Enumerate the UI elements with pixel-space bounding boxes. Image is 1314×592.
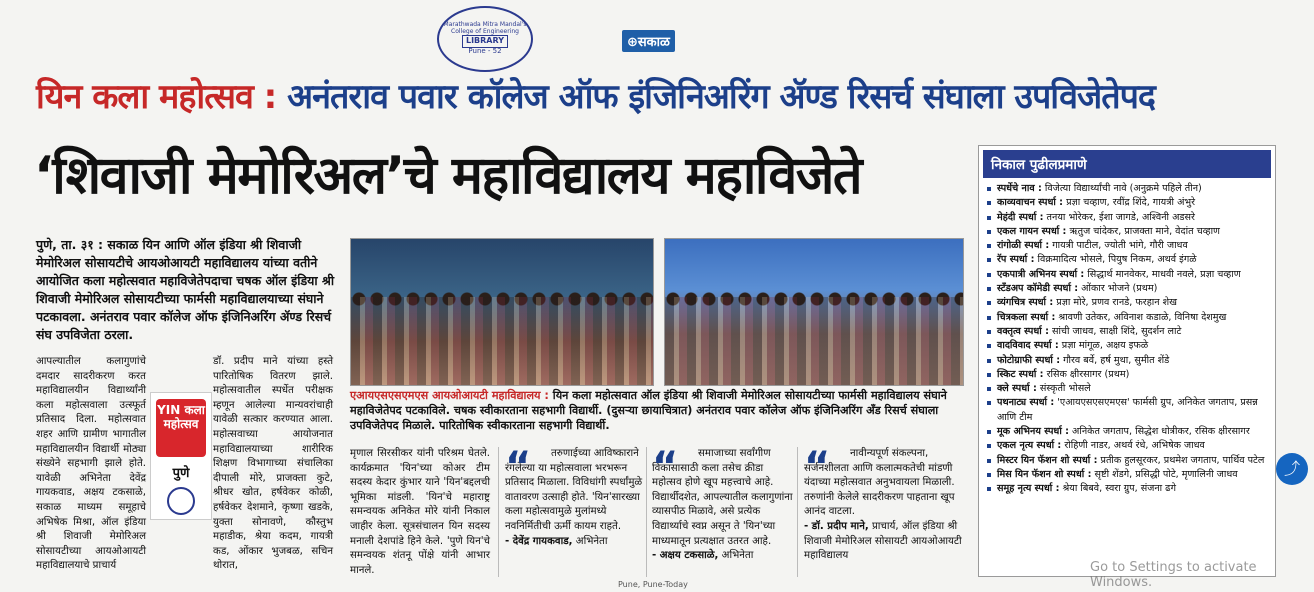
result-item (987, 368, 1269, 382)
result-winners: विक्रमादित्य भोसले, पियुष निकम, अथर्व इंगळे (1034, 254, 1197, 266)
result-item (987, 268, 1269, 282)
quote-3 (804, 444, 964, 564)
results-box (978, 145, 1276, 577)
result-item (987, 339, 1269, 353)
result-winners: संस्कृती भोसले (1036, 383, 1091, 395)
quote-2-sign: - अक्षय टकसाळे, (652, 550, 719, 562)
quote-2-role: अभिनेता (721, 550, 754, 562)
result-winners: गौरव बर्वे, हर्ष मुथा, सुमीत शेंडे (1060, 354, 1170, 366)
result-category: फोटोग्राफी स्पर्धा : (997, 354, 1061, 366)
caption-text: यिन कला महोत्सवात ऑल इंडिया श्री शिवाजी मेमोरिअल सोसायटीच्या फार्मसी महाविद्यालय संघाने महाविजेतेपद पटकाविले. चषक स्वीकारताना सहभागी विद्यार्थी. (दुसऱ्या छायाचित्रात) अनंतराव पवार कॉलेज ऑफ इंजिनिअरिंग ॲंड रिसर्च संघाला उपविजेतेपद मिळाले. पारितोषिक स्वीकारताना सहभागी विद्यार्थी. (350, 389, 947, 432)
quote-3-text: नावीन्यपूर्ण संकल्पना, सर्जनशीलता आणि कलात्मकतेची मांडणी यंदाच्या महोत्सवात अनुभवायला मिळाली. तरुणांनी केलेले सादरीकरण पाहताना खूप आनंद वाटला. (804, 448, 955, 518)
result-winners: सिद्धार्थ मानवेकर, माधवी नवले, प्रज्ञा चव्हाण (1084, 268, 1241, 280)
quote-1-text: तरुणाईच्या आविष्काराने रंगलेल्या या महोत्सवाला भरभरून प्रतिसाद मिळाला. विविधांगी स्पर्धांमुळे वातावरण उत्साही होते. 'यिन'सारख्या कला महोत्सवामुळे मुलांमध्ये नवनिर्मितीची ऊर्मी कायम राहते. (505, 448, 643, 532)
article-column-3: मृणाल सिरसीकर यांनी परिश्रम घेतले. कार्यक्रमात 'यिन'च्या कोअर टीम सदस्य केदार कुंभार याने 'यिन'बद्दलची भूमिका मांडली. 'यिन'चे महाराष्ट्र समन्वयक अनिकेत मोरे यांनी निकाल जाहीर केला. सूत्रसंचालन यिन सदस्य मनाली देशपांडे हिने केले. 'पुणे यिन'चे समन्वयक शंतनू पोंक्षे यांनी आभार मानले. (350, 448, 490, 576)
result-item (987, 354, 1269, 368)
result-category: रांगोळी स्पर्धा : (997, 240, 1050, 252)
stamp-mid: LIBRARY (462, 35, 508, 48)
result-item (987, 396, 1269, 425)
quote-mark-icon: “ (505, 444, 532, 490)
result-winners: सांची जाधव, साक्षी शिंदे, सुदर्शन लाटे (1048, 325, 1182, 337)
results-list (979, 182, 1275, 497)
article-column-2: डॉ. प्रदीप माने यांच्या हस्ते पारितोषिक वितरण झाले. महोत्सवातील स्पर्धेत परीक्षक म्हणून आलेल्या मान्यवरांचाही यावेळी सत्कार करण्यात आला. महोत्सवाच्या आयोजनात महाविद्यालयाच्या शारीरिक शिक्षण विभागाच्या संचालिका दीपाली मोरे, प्राजक्ता कुटे, श्रीधर खोत, हर्षवेकर कोळी, हर्षवेकर देशमाने, कृष्णा खडके, युक्ता सोनावणे, कौस्तुभ महाडीक, श्रेया कदम, गायत्री कड, ओंकार भुजबळ, सचिन थोरात, (213, 356, 333, 572)
quote-1 (505, 444, 643, 549)
newspaper-logo: ⊕सकाळ (622, 30, 675, 52)
quote-3-sign: - डॉ. प्रदीप माने, (804, 520, 869, 532)
result-category: स्पर्धेचे नाव : (997, 183, 1042, 194)
result-winners: रसिक क्षीरसागर (प्रथम) (1043, 368, 1130, 380)
result-winners: प्रज्ञा मोरे, प्रणव रानडे, फरहान शेख (1053, 297, 1178, 309)
caption-label: एआयएसएसएमएस आयओआयटी महाविद्यालय : (350, 389, 549, 402)
result-category: मेहंदी स्पर्धा : (997, 211, 1044, 223)
kicker-text: अनंतराव पवार कॉलेज ऑफ इंजिनिअरिंग ॲण्ड रिसर्च संघाला उपविजेतेपद (287, 77, 1155, 117)
kicker (36, 72, 1276, 118)
result-winners: प्रज्ञा चव्हाण, रवींद्र शिंदे, गायत्री अंभुरे (1063, 197, 1196, 209)
photo-credit: Pune, Pune-Today (618, 580, 688, 589)
result-category: मिस्टर यिन फॅशन शो स्पर्धा : (997, 454, 1098, 466)
result-winners: तनया भोरेकर, ईशा जागडे, अश्विनी अडसरे (1043, 211, 1195, 223)
result-item (987, 182, 1269, 196)
result-item (987, 225, 1269, 239)
result-winners: प्रतीक हुलसूरकर, प्रथमेश जगताप, पार्थिव पटेल (1097, 454, 1265, 466)
result-category: चित्रकला स्पर्धा : (997, 311, 1056, 323)
result-winners: सृष्टी शेंडगे, प्रसिद्धी पोटे, मृणालिनी जाधव (1091, 468, 1238, 480)
stamp-top: Marathwada Mitra Mandal's College of Engineering (443, 21, 527, 35)
article-column-1: आपल्यातील कलागुणांचे दमदार सादरीकरण करत महाविद्यालयीन विद्यार्थ्यांनी कला महोत्सवाला उत्स्फूर्त प्रतिसाद दिला. महोत्सवात शहर आणि ग्रामीण भागातील महाविद्यालयीन विद्यार्थी मोठ्या संख्येने सहभागी झाले होते. यावेळी अभिनेता देवेंद्र गायकवाड, अक्षय टकसाळे, सकाळ माध्यम समूहाचे अभिषेक मिश्रा, ऑल इंडिया श्री शिवाजी मेमोरिअल सोसायटीच्या आयओआयटी महाविद्यालयाचे प्राचार्य (36, 356, 146, 572)
stamp-bottom: Pune - 52 (468, 47, 502, 56)
result-category: क्ले स्पर्धा : (997, 383, 1037, 395)
result-winners: ऋतुज चांदेकर, प्राजक्ता माने, वेदांत चव्हाण (1066, 225, 1220, 237)
result-item (987, 382, 1269, 396)
yin-logo-badge: YIN कला महोत्सव (156, 399, 206, 457)
result-item (987, 282, 1269, 296)
result-item (987, 239, 1269, 253)
result-category: एकल गायन स्पर्धा : (997, 225, 1067, 237)
result-winners: श्रेया बिबवे, स्वरा ग्रुप, संजना ढगे (1059, 483, 1176, 495)
result-category: मिस यिन फॅशन शो स्पर्धा : (997, 468, 1092, 480)
result-winners: ओंकार भोजने (प्रथम) (1078, 283, 1158, 295)
result-winners: गायत्री पाटील, ज्योती भांगे, गौरी जाधव (1049, 240, 1188, 252)
result-item (987, 196, 1269, 210)
library-stamp (437, 6, 533, 72)
result-item (987, 325, 1269, 339)
result-item (987, 425, 1269, 439)
result-item (987, 253, 1269, 267)
quote-mark-icon: “ (652, 444, 679, 490)
result-item (987, 482, 1269, 496)
result-item (987, 296, 1269, 310)
result-category: व्यंगचित्र स्पर्धा : (997, 297, 1054, 309)
result-category: पथनाट्य स्पर्धा : (997, 397, 1055, 409)
result-category: समूह नृत्य स्पर्धा : (997, 483, 1060, 495)
share-icon: ⤴ (1283, 459, 1300, 478)
result-winners: विजेत्या विद्यार्थ्यांची नावे (अनुक्रमे पहिले तीन) (1041, 183, 1202, 194)
result-category: वादविवाद स्पर्धा : (997, 340, 1059, 352)
results-title: निकाल पुढीलप्रमाणे (983, 150, 1271, 178)
quote-3-role: प्राचार्य, ऑल इंडिया श्री शिवाजी मेमोरिअल सोसायटी आयओआयटी महाविद्यालय (804, 520, 962, 562)
result-winners: प्रज्ञा मांगूळ, अक्षय इफळे (1058, 340, 1149, 352)
runners-up-photo (664, 238, 964, 386)
photo-caption (350, 388, 960, 433)
result-category: एकपात्री अभिनय स्पर्धा : (997, 268, 1085, 280)
result-item (987, 468, 1269, 482)
result-category: मूक अभिनय स्पर्धा : (997, 426, 1069, 438)
result-item (987, 211, 1269, 225)
result-item (987, 454, 1269, 468)
quote-1-role: अभिनेता (575, 535, 608, 547)
result-category: एकल नृत्य स्पर्धा : (997, 440, 1062, 452)
result-winners: श्रावणी उतेकर, अविनाश कडाळे, विनिषा देशमुख (1055, 311, 1227, 323)
lead-paragraph: पुणे, ता. ३१ : सकाळ यिन आणि ऑल इंडिया श्री शिवाजी मेमोरिअल सोसायटीचे आयओआयटी महाविद्यालय यांच्या वतीने आयोजित कला महोत्सवात महाविजेतेपदाचा चषक ऑल इंडिया श्री शिवाजी मेमोरिअल सोसायटीच्या फार्मसी महाविद्यालयाच्या संघाने पटकावला. अनंतराव पवार कॉलेज ऑफ इंजिनिअरिंग ॲण्ड रिसर्च संघ उपविजेता ठरला. (36, 237, 335, 342)
result-item (987, 439, 1269, 453)
result-category: स्टॅंडअप कॉमेडी स्पर्धा : (997, 283, 1079, 295)
quote-2 (652, 444, 794, 564)
yin-logo-city: पुणे (172, 466, 190, 481)
result-winners: 'एआयएसएसएमएस' फार्मसी ग्रुप, अनिकेत जगताप, प्रसन्न आणि टीम (997, 397, 1258, 423)
result-item (987, 311, 1269, 325)
yin-logo (150, 392, 212, 520)
college-seal-icon (167, 487, 195, 515)
kicker-label: यिन कला महोत्सव : (36, 77, 277, 117)
result-category: वक्तृत्व स्पर्धा : (997, 325, 1049, 337)
winners-photo (350, 238, 654, 386)
result-category: स्किट स्पर्धा : (997, 368, 1044, 380)
quote-2-text: समाजाच्या सर्वांगीण विकासासाठी कला तसेच क्रीडा महोत्सव होणे खूप महत्त्वाचे आहे. विद्यार्थीदशेत, आपल्यातील कलागुणांना व्यासपीठ मिळावे, असे प्रत्येक विद्यार्थ्याचे स्वप्न असून ते 'यिन'च्या माध्यमातून प्रत्यक्षात उतरत आहे. (652, 448, 793, 547)
headline: ‘शिवाजी मेमोरिअल’चे महाविद्यालय महाविजेते (34, 146, 861, 206)
result-winners: रोहिणी नाडर, अथर्व रंधे, अभिषेक जाधव (1061, 440, 1205, 452)
result-category: रॅप स्पर्धा : (997, 254, 1035, 266)
share-button[interactable] (1276, 453, 1308, 485)
activate-windows-watermark: Go to Settings to activate Windows. (1090, 560, 1257, 590)
result-winners: अनिकेत जगताप, सिद्धेश धोत्रीकर, रसिक क्षीरसागर (1068, 426, 1250, 438)
quote-1-sign: - देवेंद्र गायकवाड, (505, 535, 573, 547)
result-category: काव्यवाचन स्पर्धा : (997, 197, 1064, 209)
quote-mark-icon: “ (804, 444, 831, 490)
